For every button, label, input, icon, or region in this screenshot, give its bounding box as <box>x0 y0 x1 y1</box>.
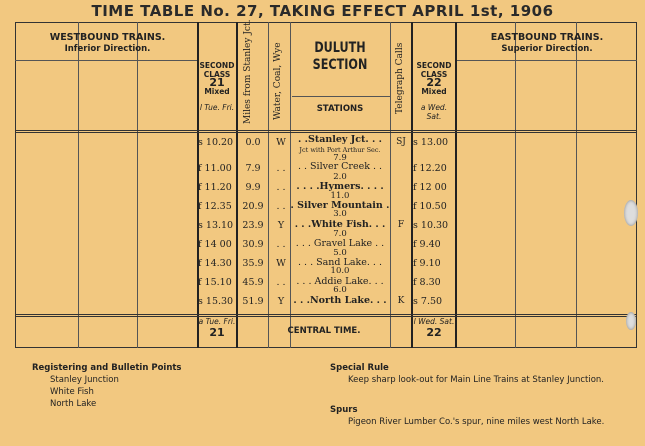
east-time: f 10.50 <box>413 201 447 212</box>
distance: 7.0 <box>333 229 347 239</box>
east-time: f 12.20 <box>413 163 447 174</box>
west-time: s 13.10 <box>198 220 234 231</box>
eastbound-title: EASTBOUND TRAINS. <box>490 32 604 43</box>
water-coal-wye: W <box>276 137 286 148</box>
spurs-title: Spurs <box>330 405 358 415</box>
special-rule-title: Special Rule <box>330 363 389 373</box>
miles-header: Miles from Stanley Jct. <box>243 19 253 124</box>
section-title <box>302 40 379 74</box>
registering-title: Registering and Bulletin Points <box>32 363 182 373</box>
west-time: f 11.00 <box>198 163 232 174</box>
miles: 0.0 <box>245 137 261 148</box>
station-name: . . . Addie Lake. . . <box>296 276 384 287</box>
grid-line <box>515 22 516 348</box>
west-train-class: SECOND CLASS <box>199 61 235 79</box>
eastbound-direction: Superior Direction. <box>501 44 593 54</box>
grid-line <box>15 314 637 317</box>
water-coal-wye: . . <box>276 239 286 250</box>
east-time: f 9.10 <box>413 258 441 269</box>
grid-line <box>78 22 79 348</box>
grid-line <box>457 60 637 61</box>
registering-point: North Lake <box>50 399 97 409</box>
registering-point: White Fish <box>50 387 94 397</box>
station-name: . . . .Hymers. . . . <box>296 181 384 192</box>
special-rule-text: Keep sharp look-out for Main Line Trains at Stanley Junction. <box>348 375 605 385</box>
miles: 9.9 <box>245 182 261 193</box>
miles: 20.9 <box>242 201 264 212</box>
telegraph-calls-header: Telegraph Calls <box>395 42 405 114</box>
water-coal-wye: Y <box>277 296 285 307</box>
westbound-direction: Inferior Direction. <box>64 44 151 54</box>
east-time: s 10.30 <box>413 220 449 231</box>
distance: 6.0 <box>333 285 347 295</box>
east-train-header <box>413 62 455 121</box>
east-train-number: 22 <box>426 76 442 89</box>
grid-line <box>292 96 390 97</box>
distance: 11.0 <box>330 191 350 201</box>
west-time: f 11.20 <box>198 182 232 193</box>
water-coal-wye: W <box>276 258 286 269</box>
west-time: f 15.10 <box>198 277 232 288</box>
section-title-line1: DULUTH <box>314 40 366 56</box>
east-time: f 9.40 <box>413 239 441 250</box>
water-coal-wye: Y <box>277 220 285 231</box>
water-coal-wye: . . <box>276 277 286 288</box>
east-time: s 7.50 <box>413 296 443 307</box>
east-time: f 12 00 <box>413 182 447 193</box>
west-time: f 14.30 <box>198 258 232 269</box>
water-coal-wye: . . <box>276 163 286 174</box>
west-time: s 15.30 <box>198 296 234 307</box>
west-train-number: 21 <box>209 76 225 89</box>
water-coal-wye: . . <box>276 182 286 193</box>
station-name: . .Stanley Jct. . . <box>298 134 382 145</box>
spurs <box>330 404 620 428</box>
station-name: . . Silver Creek . . <box>297 161 383 172</box>
west-train-header <box>198 62 236 113</box>
grid-line <box>455 22 457 348</box>
telegraph-call: F <box>397 220 405 230</box>
spurs-text: Pigeon River Lumber Co.'s spur, nine miles west North Lake. <box>348 417 605 427</box>
registering-points <box>32 362 282 410</box>
west-train-days: l Tue. Fri. <box>199 103 235 112</box>
binder-hole <box>626 312 636 330</box>
distance: 5.0 <box>333 248 347 258</box>
telegraph-call: K <box>397 296 405 306</box>
stations-header: STATIONS <box>316 104 364 114</box>
east-train-type: Mixed <box>421 86 447 96</box>
section-title-line2: SECTION <box>312 57 368 73</box>
grid-line <box>576 22 577 348</box>
miles: 23.9 <box>242 220 264 231</box>
special-rule <box>330 362 620 386</box>
west-train-type: Mixed <box>204 86 230 96</box>
water-coal-wye: . . <box>276 201 286 212</box>
west-time: f 12.35 <box>198 201 232 212</box>
binder-hole <box>624 200 638 226</box>
miles: 35.9 <box>242 258 264 269</box>
grid-line <box>15 130 637 133</box>
miles: 30.9 <box>242 239 264 250</box>
east-train-bottom-number: 22 <box>426 325 442 339</box>
station-name: . Silver Mountain . <box>290 200 390 211</box>
telegraph-call: SJ <box>396 137 406 147</box>
distance: 10.0 <box>330 266 350 276</box>
east-train-class: SECOND CLASS <box>416 61 452 79</box>
west-train-bottom-days: a Tue. Fri. <box>198 317 236 326</box>
distance: 7.9 <box>333 153 347 163</box>
miles: 7.9 <box>245 163 261 174</box>
station-name: . . . Gravel Lake . . <box>295 238 385 249</box>
grid-line <box>15 60 197 61</box>
west-time: s 10.20 <box>198 137 234 148</box>
registering-point: Stanley Junction <box>50 375 119 385</box>
west-time: f 14 00 <box>198 239 232 250</box>
west-train-bottom-number: 21 <box>209 325 225 339</box>
east-train-footer <box>413 318 455 337</box>
station-name: . . .North Lake. . . <box>293 295 387 306</box>
westbound-title: WESTBOUND TRAINS. <box>49 32 166 43</box>
grid-line <box>137 22 138 348</box>
distance: 2.0 <box>333 172 347 182</box>
distance: 3.0 <box>333 209 347 219</box>
miles: 45.9 <box>242 277 264 288</box>
grid-line <box>268 22 269 348</box>
east-time: f 8.30 <box>413 277 441 288</box>
water-coal-wye-header: Water, Coal, Wye <box>273 42 283 120</box>
east-train-bottom-days: l Wed. Sat. <box>413 317 455 326</box>
station-note: Jct with Port Arthur Sec. <box>299 146 381 154</box>
west-train-footer <box>198 318 236 337</box>
station-name: . . . Sand Lake. . . <box>298 257 382 268</box>
miles: 51.9 <box>242 296 264 307</box>
station-name: . . .White Fish. . . <box>294 219 386 230</box>
east-time: s 13.00 <box>413 137 449 148</box>
central-time: CENTRAL TIME. <box>287 326 361 336</box>
page-title: TIME TABLE No. 27, TAKING EFFECT APRIL 1st, 1906 <box>91 2 554 20</box>
east-train-days: a Wed. Sat. <box>420 103 448 121</box>
